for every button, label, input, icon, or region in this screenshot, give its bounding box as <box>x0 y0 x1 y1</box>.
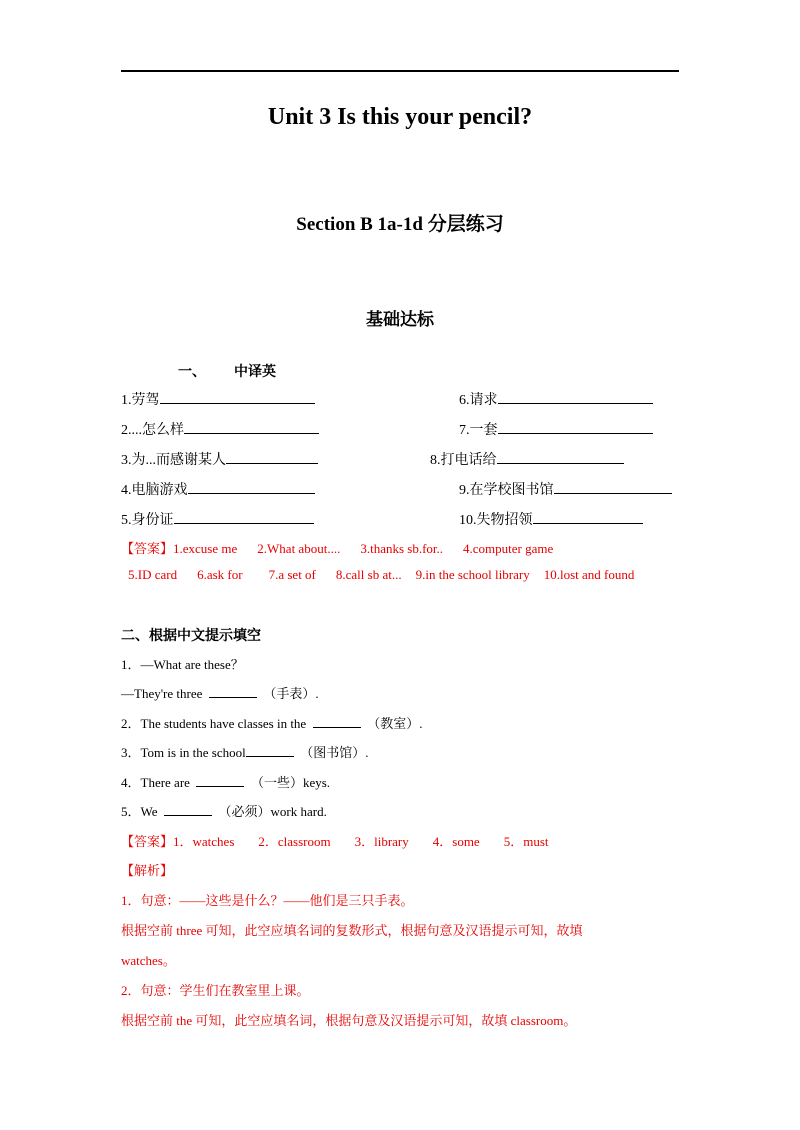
section-subtitle: Section B 1a-1d 分层练习 <box>296 214 504 235</box>
answer-label: 【答案】 <box>121 834 174 849</box>
vocab-item-label: 9.在学校图书馆 <box>459 483 554 498</box>
answer-item: 9.in the school library <box>415 567 530 582</box>
answer-blank[interactable] <box>533 509 643 524</box>
answer-blank[interactable] <box>313 713 361 728</box>
analysis-line: watches。 <box>121 953 176 968</box>
answer-item: 3．library <box>354 834 409 849</box>
vocab-item-1 <box>121 389 315 409</box>
answer-blank[interactable] <box>498 419 653 434</box>
answer-item: 5.ID card <box>128 567 178 582</box>
part1-answers-line2 <box>128 567 634 583</box>
question-4 <box>121 772 330 791</box>
answer-label: 【答案】 <box>121 541 174 556</box>
question-hint: （手表）. <box>263 686 319 701</box>
question-text: 4．There are <box>121 775 190 790</box>
vocab-item-label: 2....怎么样 <box>121 423 184 438</box>
answer-item: 10.lost and found <box>543 567 635 582</box>
vocab-item-10 <box>459 509 643 529</box>
answer-item: 7.a set of <box>268 567 316 582</box>
answer-blank[interactable] <box>554 479 672 494</box>
question-5 <box>121 801 327 820</box>
question-1b <box>121 683 319 702</box>
question-text: —They're three <box>121 686 203 701</box>
answer-blank[interactable] <box>209 683 257 698</box>
question-1a: 1．—What are these？ <box>121 657 244 672</box>
page-title: Unit 3 Is this your pencil? <box>267 104 533 130</box>
analysis-line: 根据空前 the 可知，此空应填名词，根据句意及汉语提示可知，故填 classroom。 <box>121 1013 577 1028</box>
vocab-item-label: 3.为...而感谢某人 <box>121 453 226 468</box>
vocab-item-5 <box>121 509 314 529</box>
vocab-item-label: 10.失物招领 <box>459 513 533 528</box>
question-hint: （教室）. <box>367 716 423 731</box>
answer-item: 1.excuse me <box>173 541 238 556</box>
answer-item: 8.call sb at... <box>335 567 402 582</box>
answer-blank[interactable] <box>188 479 315 494</box>
answer-item: 2.What about.... <box>257 541 341 556</box>
answer-blank[interactable] <box>246 742 294 757</box>
vocab-item-label: 7.一套 <box>459 423 498 438</box>
answer-item: 3.thanks sb.for.. <box>360 541 444 556</box>
answer-blank[interactable] <box>196 772 244 787</box>
vocab-item-9 <box>459 479 672 499</box>
vocab-item-6 <box>459 389 653 409</box>
answer-blank[interactable] <box>164 801 212 816</box>
vocab-item-label: 5.身份证 <box>121 513 174 528</box>
analysis-line: 1．句意：——这些是什么？——他们是三只手表。 <box>121 893 414 908</box>
answer-item: 4.computer game <box>463 541 554 556</box>
answer-item: 2．classroom <box>258 834 331 849</box>
vocab-item-3 <box>121 449 318 469</box>
vocab-item-label: 8.打电话给 <box>430 453 497 468</box>
header-rule <box>121 70 679 72</box>
answer-item: 1．watches <box>173 834 235 849</box>
question-text: 2．The students have classes in the <box>121 716 307 731</box>
vocab-item-8 <box>430 449 624 469</box>
part1-title: 中译英 <box>234 364 276 380</box>
analysis-line: 2．句意：学生们在教室里上课。 <box>121 983 310 998</box>
question-hint: （必须）work hard. <box>218 804 327 819</box>
part1-number: 一、 <box>178 364 206 380</box>
part1-answers-line1 <box>121 538 553 557</box>
question-hint: （图书馆）. <box>300 745 369 760</box>
level-heading: 基础达标 <box>366 310 434 330</box>
answer-blank[interactable] <box>160 389 315 404</box>
vocab-item-2 <box>121 419 319 439</box>
vocab-item-label: 6.请求 <box>459 393 498 408</box>
question-3 <box>121 742 369 761</box>
answer-blank[interactable] <box>498 389 653 404</box>
vocab-item-label: 1.劳驾 <box>121 393 160 408</box>
question-2 <box>121 713 422 732</box>
answer-blank[interactable] <box>226 449 318 464</box>
vocab-item-4 <box>121 479 315 499</box>
part2-answers <box>121 831 549 850</box>
question-hint: （一些）keys. <box>250 775 331 790</box>
answer-blank[interactable] <box>497 449 624 464</box>
question-text: 3．Tom is in the school <box>121 745 246 760</box>
question-text: 5．We <box>121 804 158 819</box>
answer-item: 5．must <box>503 834 549 849</box>
vocab-item-label: 4.电脑游戏 <box>121 483 188 498</box>
answer-blank[interactable] <box>174 509 314 524</box>
analysis-line: 根据空前 three 可知，此空应填名词的复数形式，根据句意及汉语提示可知，故填 <box>121 923 583 938</box>
answer-item: 4．some <box>432 834 480 849</box>
vocab-item-7 <box>459 419 653 439</box>
answer-blank[interactable] <box>184 419 319 434</box>
analysis-label: 【解析】 <box>121 863 174 878</box>
answer-item: 6.ask for <box>197 567 243 582</box>
part2-title: 二、根据中文提示填空 <box>121 628 261 644</box>
